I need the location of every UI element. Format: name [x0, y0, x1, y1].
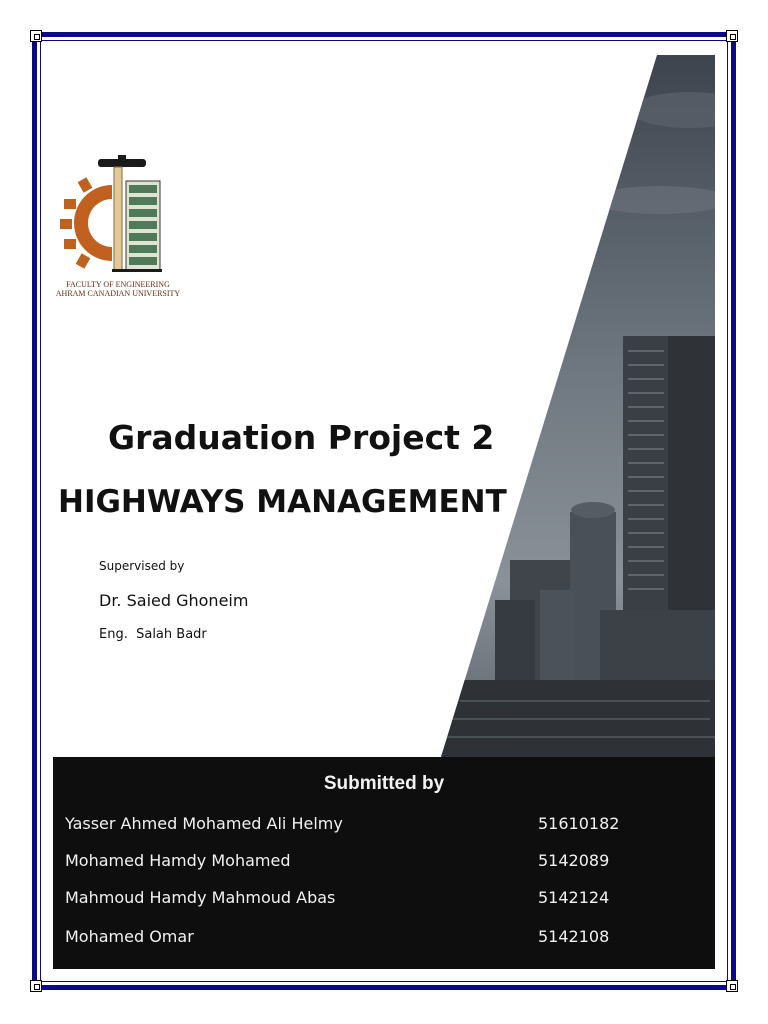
border-corner-top-left [30, 30, 42, 42]
member-row [65, 851, 705, 877]
member-id: 5142089 [538, 851, 610, 870]
supervisor-name: Dr. Saied Ghoneim [99, 591, 249, 610]
border-corner-bottom-left [30, 980, 42, 992]
member-id: 5142108 [538, 927, 610, 946]
border-corner-bottom-right [726, 980, 738, 992]
member-name: Mohamed Omar [65, 927, 194, 946]
supervised-by-label: Supervised by [99, 559, 185, 573]
member-row [65, 927, 705, 953]
member-id: 5142124 [538, 888, 610, 907]
project-subtitle: HIGHWAYS MANAGEMENT [58, 484, 507, 520]
member-id: 51610182 [538, 814, 620, 833]
member-name: Yasser Ahmed Mohamed Ali Helmy [65, 814, 343, 833]
submitted-by-heading: Submitted by [323, 773, 445, 794]
member-row [65, 888, 705, 914]
submitted-by-panel [53, 757, 715, 969]
member-row [65, 814, 705, 840]
document-title: Graduation Project 2 [108, 418, 495, 457]
logo-text-faculty: FACULTY OF ENGINEERING [66, 280, 170, 289]
assistant-supervisor-name: Eng. Salah Badr [99, 627, 207, 642]
member-name: Mohamed Hamdy Mohamed [65, 851, 291, 870]
logo-text-university: AHRAM CANADIAN UNIVERSITY [55, 289, 181, 298]
member-name: Mahmoud Hamdy Mahmoud Abas [65, 888, 336, 907]
border-corner-top-right [726, 30, 738, 42]
